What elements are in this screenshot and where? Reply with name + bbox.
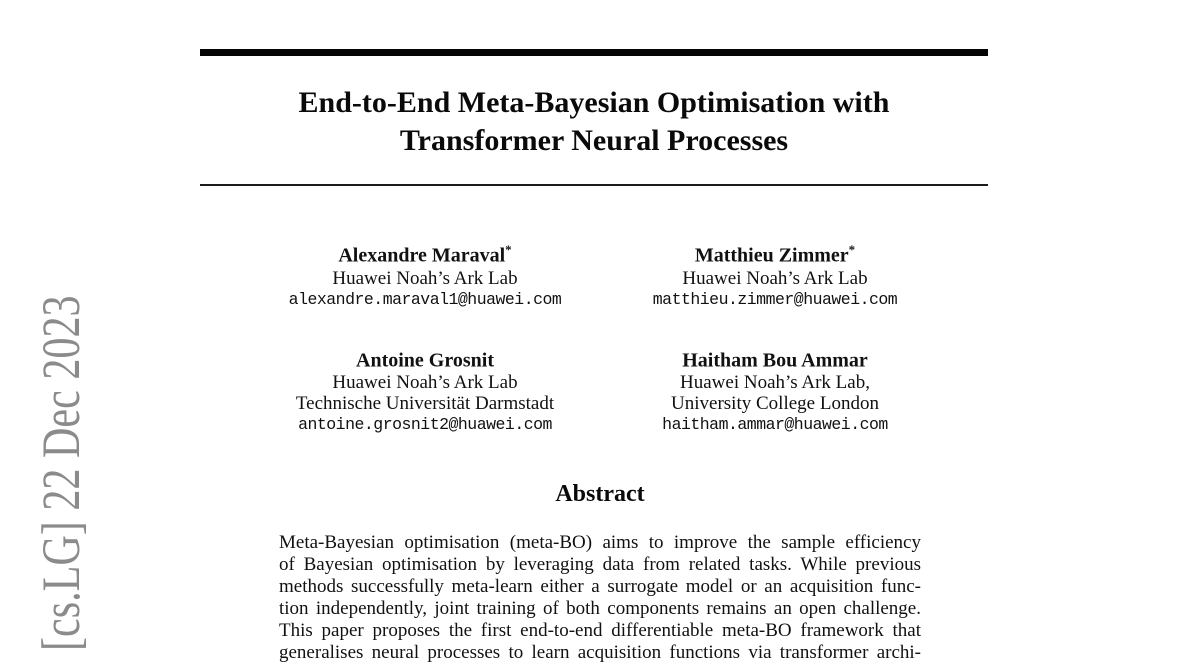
paper-title xyxy=(200,84,988,160)
author-name xyxy=(600,238,950,268)
abstract-line: Meta-Bayesian optimisation (meta-BO) aims to improve the sample efficiency xyxy=(279,532,921,553)
author-footnote-mark: * xyxy=(848,242,856,257)
author-name xyxy=(600,343,950,373)
abstract-line: This paper proposes the first end-to-end differentiable meta-BO framework that xyxy=(279,620,921,641)
abstract-line: tion independently, joint training of both components remains an open challenge. xyxy=(279,598,921,619)
author-affiliation: Huawei Noah’s Ark Lab, xyxy=(680,372,870,394)
author-email: matthieu.zimmer@huawei.com xyxy=(652,289,898,309)
author-email: haitham.ammar@huawei.com xyxy=(662,415,888,435)
author-name xyxy=(250,343,600,373)
author-block-4 xyxy=(600,343,950,436)
abstract-line: of Bayesian optimisation by leveraging data from related tasks. While previous xyxy=(279,554,921,575)
author-email: antoine.grosnit2@huawei.com xyxy=(298,415,552,435)
author-affiliation: University College London xyxy=(671,393,879,415)
author-name-text: Haitham Bou Ammar xyxy=(682,349,868,372)
author-block-3 xyxy=(250,343,600,436)
arxiv-stamp: [cs.LG] 22 Dec 2023 xyxy=(31,295,91,651)
author-name-text: Alexandre Maraval xyxy=(338,244,506,267)
title-rule-bottom xyxy=(200,184,988,186)
author-name xyxy=(250,238,600,268)
author-name-text: Antoine Grosnit xyxy=(356,349,494,372)
abstract-heading: Abstract xyxy=(555,481,645,507)
abstract-line: generalises neural processes to learn acquisition functions via transformer archi- xyxy=(279,642,921,663)
paper-title-line2: Transformer Neural Processes xyxy=(399,124,789,157)
author-name-text: Matthieu Zimmer xyxy=(694,244,849,267)
author-block-2 xyxy=(600,238,950,310)
author-footnote-mark: * xyxy=(505,242,512,257)
abstract-line: methods successfully meta-learn either a surrogate model or an acquisition func- xyxy=(279,576,921,597)
author-block-1 xyxy=(250,238,600,310)
abstract-body xyxy=(279,532,921,664)
author-affiliation: Huawei Noah’s Ark Lab xyxy=(332,372,518,394)
author-affiliation: Huawei Noah’s Ark Lab xyxy=(332,267,518,289)
paper-title-line1: End-to-End Meta-Bayesian Optimisation with xyxy=(298,86,890,119)
author-email: alexandre.maraval1@huawei.com xyxy=(288,289,562,309)
author-affiliation: Technische Universität Darmstadt xyxy=(295,393,555,415)
author-list xyxy=(250,238,950,435)
author-affiliation: Huawei Noah’s Ark Lab xyxy=(682,267,868,289)
title-rule-top xyxy=(200,49,988,56)
